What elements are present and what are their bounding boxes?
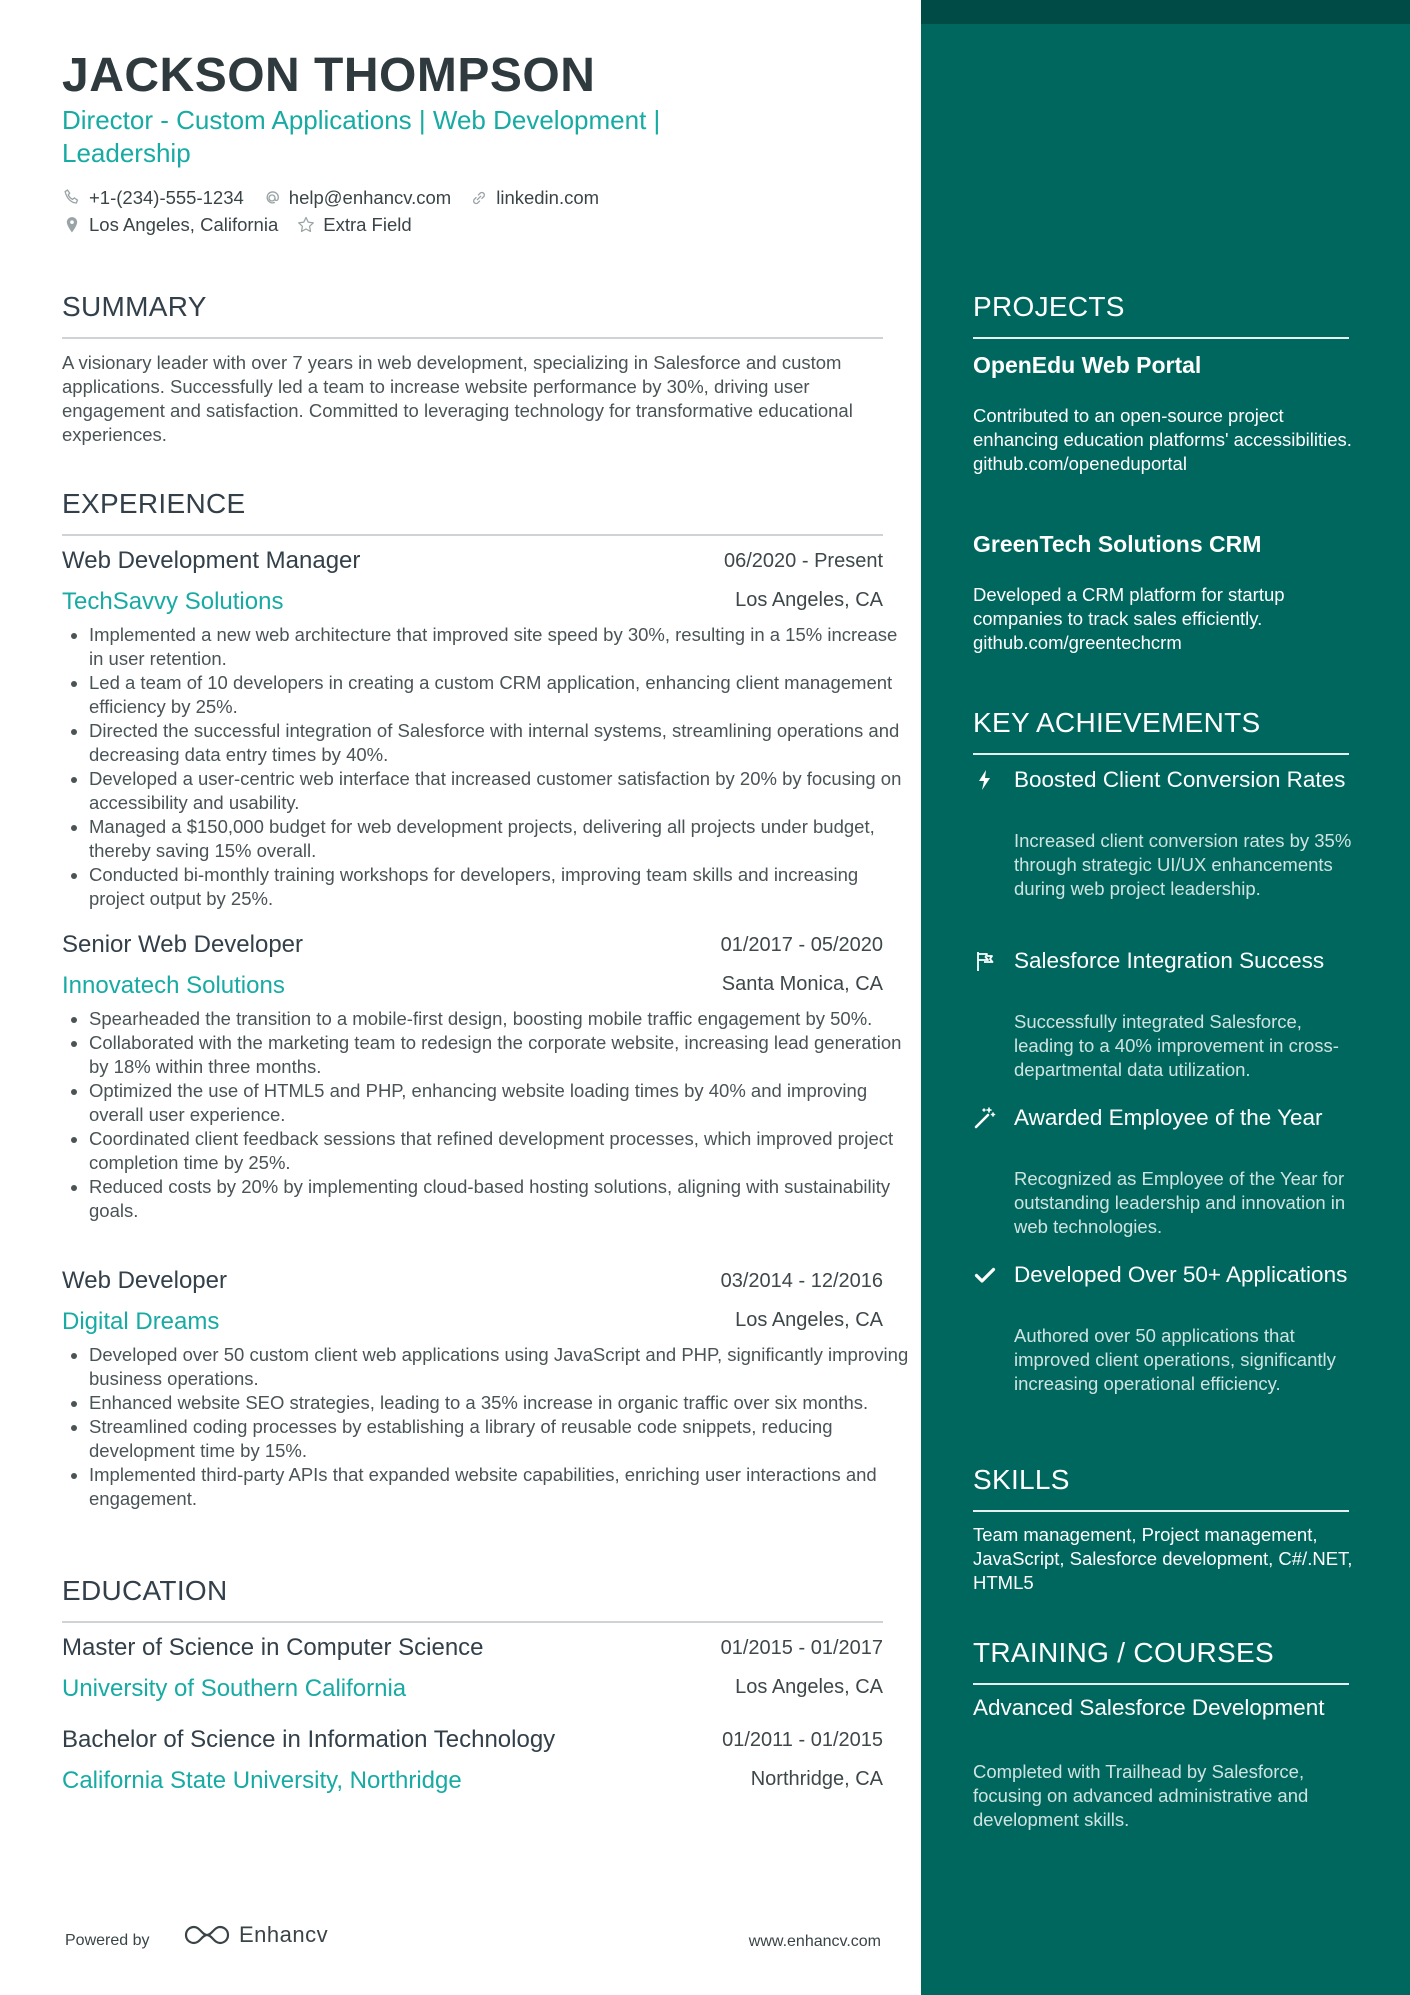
school-name: California State University, Northridge <box>62 1767 462 1794</box>
bullet-item: • Enhanced website SEO strategies, leading to a 35% increase in organic traffic over six months. <box>89 1391 914 1415</box>
bullet-item: • Spearheaded the transition to a mobile-first design, boosting mobile traffic engagement by 50%. <box>89 1007 914 1031</box>
project-description <box>973 583 1353 655</box>
job-title: Web Development Manager <box>62 547 361 574</box>
experience-heading: EXPERIENCE <box>62 488 246 519</box>
school-name: University of Southern California <box>62 1675 407 1702</box>
experience-divider <box>62 534 883 536</box>
achievement-title: Awarded Employee of the Year <box>1014 1105 1323 1130</box>
at-sign-icon <box>262 188 282 208</box>
location-text: Los Angeles, California <box>89 213 279 235</box>
training-divider <box>973 1683 1349 1685</box>
headline-line-2: Leadership <box>62 138 191 168</box>
degree-title: Bachelor of Science in Information Technology <box>62 1726 556 1753</box>
star-icon <box>296 215 316 235</box>
checkmark-icon <box>973 1263 997 1287</box>
company-name: Digital Dreams <box>62 1308 220 1335</box>
sidebar-top-bar <box>921 0 1410 24</box>
extra-field-contact <box>296 214 411 236</box>
course-title: Advanced Salesforce Development <box>973 1695 1325 1720</box>
bullet-item: • Streamlined coding processes by establishing a library of reusable code snippets, reducing development time by 15%. <box>89 1415 914 1463</box>
project-description-text: Contributed to an open-source project enhancing education platforms' accessibilities. <box>973 405 1352 450</box>
achievement-title: Salesforce Integration Success <box>1014 948 1325 973</box>
phone-contact[interactable] <box>62 187 244 209</box>
job-bullets <box>62 623 914 911</box>
summary-text: A visionary leader with over 7 years in web development, specializing in Salesforce and custom applications. Successfully led a team to increase website performance by 30%, driving user engagement and satisfaction. Committed to leveraging technology for transformative educational experiences. <box>62 352 853 445</box>
achievements-divider <box>973 753 1349 755</box>
projects-divider <box>973 337 1349 339</box>
footer-url-link[interactable]: www.enhancv.com <box>748 1933 881 1950</box>
contact-info <box>62 184 862 238</box>
achievement-description: Recognized as Employee of the Year for outstanding leadership and innovation in web technologies. <box>1014 1168 1346 1237</box>
education-divider <box>62 1621 883 1623</box>
achievement-description: Successfully integrated Salesforce, leading to a 40% improvement in cross-departmental data utilization. <box>1014 1011 1339 1080</box>
achievement-title: Developed Over 50+ Applications <box>1014 1262 1348 1287</box>
contact-row-1 <box>62 184 862 211</box>
location-contact <box>62 214 278 236</box>
bullet-item: • Optimized the use of HTML5 and PHP, enhancing website loading times by 40% and improving overall user experience. <box>89 1079 914 1127</box>
job-dates: 01/2017 - 05/2020 <box>720 934 883 956</box>
job-dates: 03/2014 - 12/2016 <box>720 1270 883 1292</box>
linkedin-contact[interactable] <box>469 187 599 209</box>
bullet-item: • Reduced costs by 20% by implementing cloud-based hosting solutions, aligning with sustainability goals. <box>89 1175 914 1223</box>
lightning-bolt-icon <box>973 768 997 792</box>
contact-row-2 <box>62 211 862 238</box>
bullet-item: • Conducted bi-monthly training workshops for developers, improving team skills and increasing project output by 25%. <box>89 863 914 911</box>
school-location: Los Angeles, CA <box>735 1676 883 1698</box>
achievement-description: Increased client conversion rates by 35% through strategic UI/UX enhancements during web project leadership. <box>1014 830 1352 899</box>
education-dates: 01/2011 - 01/2015 <box>722 1729 883 1751</box>
skills-heading: SKILLS <box>973 1464 1070 1495</box>
linkedin-text: linkedin.com <box>496 186 600 208</box>
job-bullets <box>62 1343 914 1511</box>
summary-heading: SUMMARY <box>62 291 207 322</box>
bullet-item: • Developed over 50 custom client web applications using JavaScript and PHP, significantly improving business operations. <box>89 1343 914 1391</box>
extra-field-text: Extra Field <box>323 213 412 235</box>
project-description <box>973 404 1353 476</box>
project-link[interactable]: github.com/openeduportal <box>973 453 1187 474</box>
headline-line-1: Director - Custom Applications | Web Development | <box>62 105 661 135</box>
bullet-item: • Developed a user-centric web interface that increased customer satisfaction by 20% by focusing on accessibility and usability. <box>89 767 914 815</box>
education-dates: 01/2015 - 01/2017 <box>720 1637 883 1659</box>
email-text: help@enhancv.com <box>288 186 452 208</box>
bullet-item: • Coordinated client feedback sessions that refined development processes, which improved project completion time by 25%. <box>89 1127 914 1175</box>
candidate-name: JACKSON THOMPSON <box>62 49 596 102</box>
job-dates: 06/2020 - Present <box>724 550 883 572</box>
bullet-item: • Directed the successful integration of Salesforce with internal systems, streamlining operations and decreasing data entry times by 40%. <box>89 719 914 767</box>
phone-icon <box>62 188 82 208</box>
school-location: Northridge, CA <box>750 1768 883 1790</box>
job-location: Santa Monica, CA <box>721 973 883 995</box>
job-bullets <box>62 1007 914 1223</box>
email-contact[interactable] <box>262 187 451 209</box>
projects-heading: PROJECTS <box>973 291 1125 322</box>
enhancv-brand-text: Enhancv <box>239 1922 329 1947</box>
enhancv-logo-icon <box>183 1922 231 1948</box>
job-title: Web Developer <box>62 1267 227 1294</box>
project-title: OpenEdu Web Portal <box>973 352 1202 378</box>
phone-text: +1-(234)-555-1234 <box>89 186 244 208</box>
achievement-description: Authored over 50 applications that improved client operations, significantly increasing operational efficiency. <box>1014 1325 1336 1394</box>
training-heading: TRAINING / COURSES <box>973 1637 1274 1668</box>
achievement-title: Boosted Client Conversion Rates <box>1014 767 1346 792</box>
bullet-item: • Led a team of 10 developers in creating a custom CRM application, enhancing client management efficiency by 25%. <box>89 671 914 719</box>
project-title: GreenTech Solutions CRM <box>973 531 1262 557</box>
degree-title: Master of Science in Computer Science <box>62 1634 484 1661</box>
magic-wand-icon <box>973 1106 997 1130</box>
summary-divider <box>62 337 883 339</box>
powered-by-label: Powered by <box>65 1932 150 1949</box>
skills-divider <box>973 1510 1349 1512</box>
company-name: TechSavvy Solutions <box>62 588 284 615</box>
education-heading: EDUCATION <box>62 1575 228 1606</box>
company-name: Innovatech Solutions <box>62 972 285 999</box>
job-location: Los Angeles, CA <box>735 589 883 611</box>
link-icon <box>469 188 489 208</box>
bullet-item: • Implemented third-party APIs that expanded website capabilities, enriching user interactions and engagement. <box>89 1463 914 1511</box>
course-description: Completed with Trailhead by Salesforce, focusing on advanced administrative and development skills. <box>973 1761 1309 1830</box>
sidebar <box>921 0 1410 1995</box>
bullet-item: • Collaborated with the marketing team to redesign the corporate website, increasing lead generation by 18% within three months. <box>89 1031 914 1079</box>
enhancv-logo[interactable] <box>183 1922 328 1948</box>
bullet-item: • Implemented a new web architecture that improved site speed by 30%, resulting in a 15% increase in user retention. <box>89 623 914 671</box>
project-link[interactable]: github.com/greentechcrm <box>973 632 1182 653</box>
achievements-heading: KEY ACHIEVEMENTS <box>973 707 1261 738</box>
bullet-item: • Managed a $150,000 budget for web development projects, delivering all projects under budget, thereby saving 15% overall. <box>89 815 914 863</box>
map-pin-icon <box>62 215 82 235</box>
skills-text: Team management, Project management, JavaScript, Salesforce development, C#/.NET, HTML5 <box>973 1524 1353 1593</box>
flag-icon <box>973 949 997 973</box>
job-title: Senior Web Developer <box>62 931 304 958</box>
project-description-text: Developed a CRM platform for startup companies to track sales efficiently. <box>973 584 1285 629</box>
job-location: Los Angeles, CA <box>735 1309 883 1331</box>
headline <box>62 104 762 170</box>
